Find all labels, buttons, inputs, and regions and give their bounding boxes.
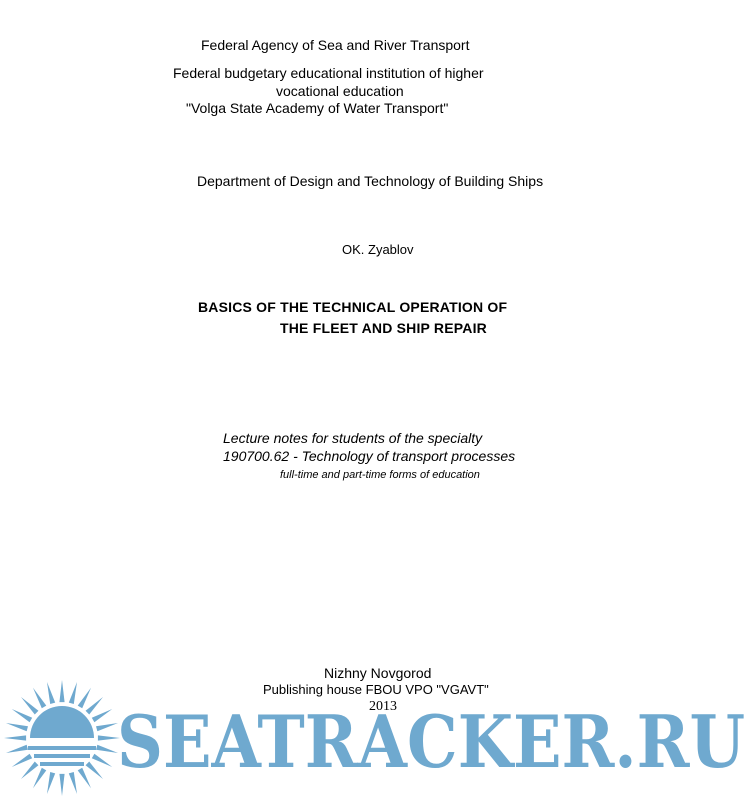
sun-ray (96, 745, 118, 753)
institution-line-1: Federal budgetary educational institution of higher (173, 65, 484, 81)
publication-city: Nizhny Novgorod (324, 665, 432, 681)
author-name: OK. Zyablov (342, 242, 414, 257)
sun-ray (92, 754, 112, 767)
institution-line-3: "Volga State Academy of Water Transport" (186, 100, 449, 116)
watermark (0, 676, 756, 797)
sun-ray (33, 768, 46, 788)
document-title-line-1: BASICS OF THE TECHNICAL OPERATION OF (198, 299, 508, 315)
sun-ray (86, 762, 103, 779)
sun-ray (12, 709, 32, 722)
sun-ray (21, 697, 38, 714)
sun-ray (21, 762, 38, 779)
institution-line-2: vocational education (276, 83, 404, 99)
sun-ray (96, 723, 118, 731)
sun-ray (69, 772, 77, 794)
sun-ray (59, 774, 64, 796)
sun-ray (47, 772, 55, 794)
agency-name: Federal Agency of Sea and River Transport (201, 37, 470, 53)
document-title-line-2: THE FLEET AND SHIP REPAIR (280, 320, 487, 336)
sun-ray (33, 688, 46, 708)
watermark-text: SEATRACKER.RU (117, 699, 745, 784)
subtitle-line-3: full-time and part-time forms of education (280, 469, 480, 481)
sun-icon (4, 680, 120, 796)
sun-ray (92, 709, 112, 722)
department-name: Department of Design and Technology of Building Ships (197, 173, 544, 189)
sun-ray (47, 682, 55, 704)
publication-year: 2013 (369, 699, 397, 714)
sun-ray (78, 688, 91, 708)
sun-ray (69, 682, 77, 704)
subtitle-line-1: Lecture notes for students of the specialty (223, 430, 483, 446)
publisher-name: Publishing house FBOU VPO "VGAVT" (263, 682, 489, 697)
sun-ray (6, 745, 28, 753)
sun-ray (6, 723, 28, 731)
subtitle-line-2: 190700.62 - Technology of transport processes (223, 448, 516, 464)
sun-ray (4, 735, 26, 740)
sun-ray (12, 754, 32, 767)
sun-ray (59, 680, 64, 702)
sun-ray (86, 697, 103, 714)
sun-ray (78, 768, 91, 788)
